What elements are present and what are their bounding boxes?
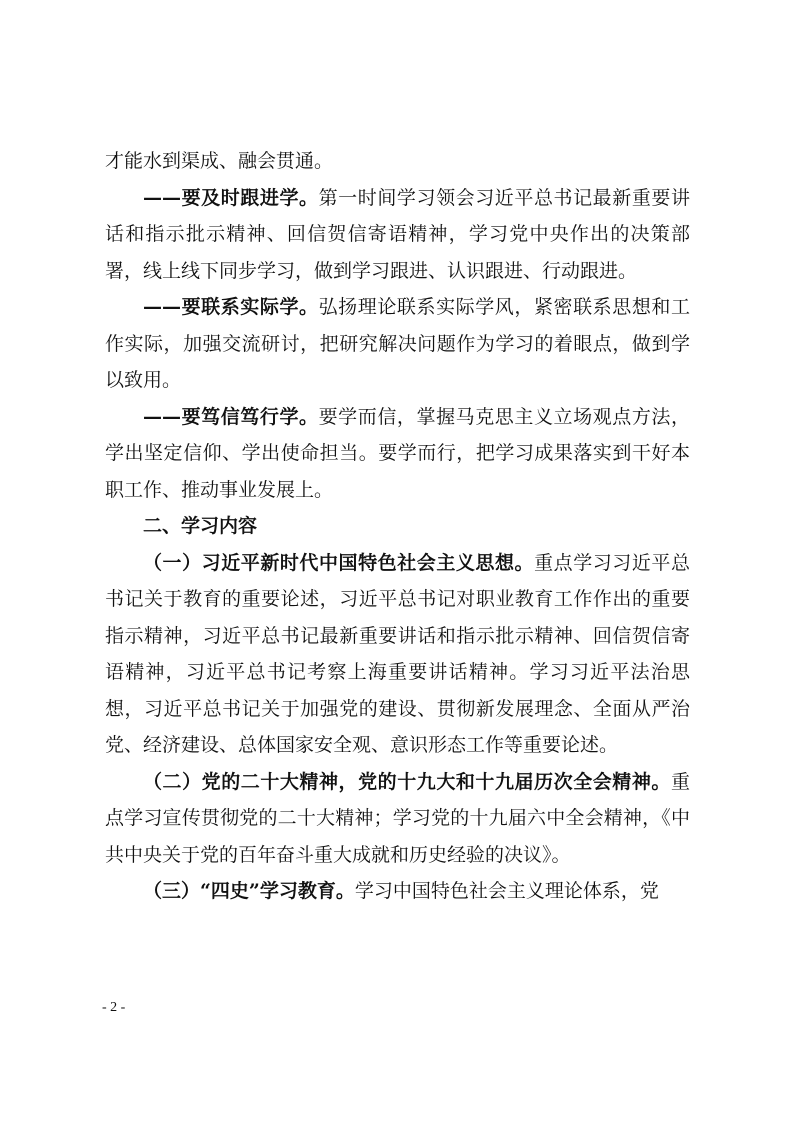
paragraph-faithful-study [105,399,690,509]
paragraph-lead: （三）“四史”学习教育。 [143,880,355,902]
paragraph-item-3 [105,873,690,910]
paragraph-1: 才能水到渠成、融会贯通。 [105,150,334,172]
paragraph-lead: （二）党的二十大精神，党的十九大和十九届历次全会精神。 [143,770,671,793]
paragraph-practical-study [105,289,690,399]
paragraph-lead: （一）习近平新时代中国特色社会主义思想。 [143,551,535,574]
section-heading: 二、学习内容 [143,515,258,537]
paragraph-item-1 [105,545,690,764]
paragraph-lead: ——要联系实际学。 [143,296,319,318]
paragraph-text: 学习中国特色社会主义理论体系，党 [354,880,659,902]
paragraph-text: 弘扬理论联系实际学风，紧密联系思想和工作实际，加强交流研讨，把研究解决问题作为学习的着眼点，做到学以致用。 [105,296,690,391]
page-number: - 2 - [102,1000,126,1015]
paragraph-lead: ——要及时跟进学。 [143,186,319,209]
document-body [105,143,690,910]
paragraph-text: 重点学习宣传贯彻党的二十大精神；学习党的十九届六中全会精神，《中共中央关于党的百年奋斗重大成就和历史经验的决议》。 [105,770,690,866]
paragraph-follow-up-study [105,180,690,290]
paragraph-text: 要学而信，掌握马克思主义立场观点方法，学出坚定信仰、学出使命担当。要学而行，把学习成果落实到干好本职工作、推动事业发展上。 [105,405,690,501]
paragraph-text: 第一时间学习领会习近平总书记最新重要讲话和指示批示精神、回信贺信寄语精神，学习党中央作出的决策部署，线上线下同步学习，做到学习跟进、认识跟进、行动跟进。 [105,186,690,282]
paragraph-text: 重点学习习近平总书记关于教育的重要论述，习近平总书记对职业教育工作作出的重要指示精神，习近平总书记最新重要讲话和指示批示精神、回信贺信寄语精神，习近平总书记考察上海重要讲话精神。学习习近平法治思想，习近平总书记关于加强党的建设、贯彻新发展理念、全面从严治党、经济建设、总体国家安全观、意识形态工作等重要论述。 [105,551,690,756]
paragraph-item-2 [105,764,690,874]
paragraph-lead: ——要笃信笃行学。 [143,405,319,428]
